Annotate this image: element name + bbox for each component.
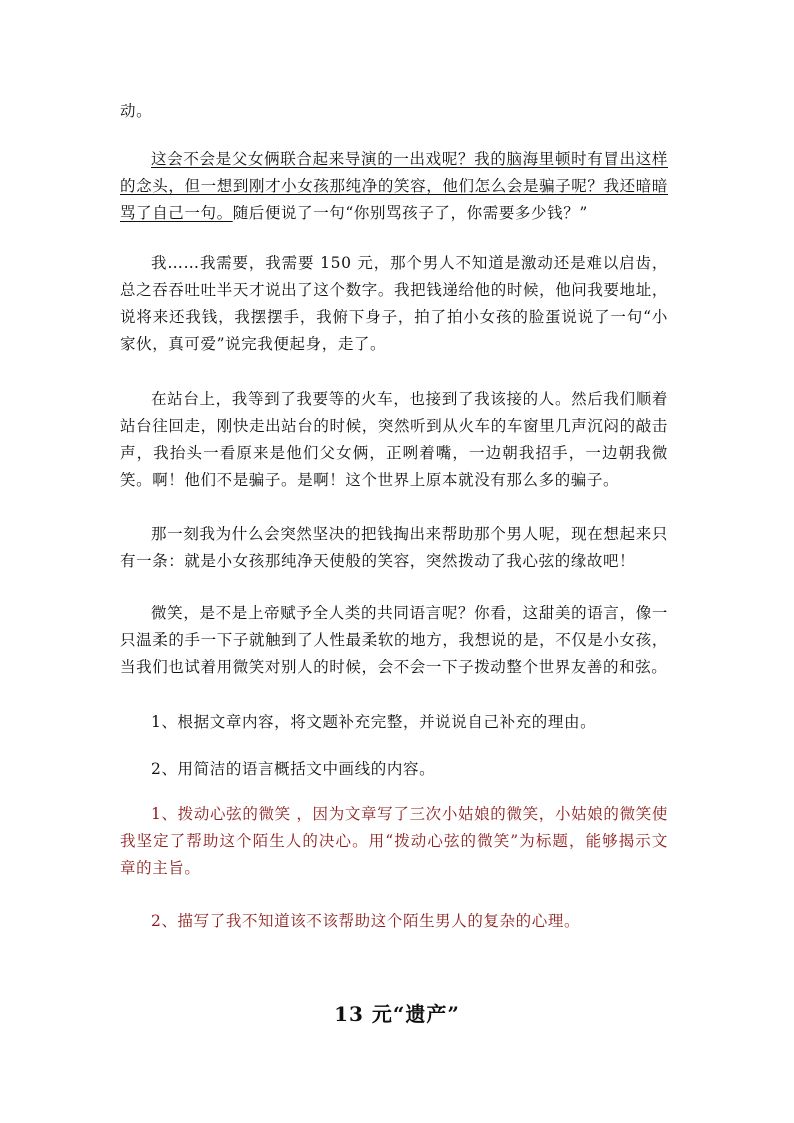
- paragraph-platform: 在站台上，我等到了我要等的火车，也接到了我该接的人。然后我们顺着站台往回走，刚快走出站台的时候，突然听到从火车的车窗里几声沉闷的敲击声，我抬头一看原来是他们父女俩，正咧着嘴，一边朝我招手，一边朝我微笑。啊！他们不是骗子。是啊！这个世界上原本就没有那么多的骗子。: [120, 390, 668, 489]
- paragraph-tail: 随后便说了一句“你别骂孩子了，你需要多少钱？”: [232, 204, 588, 222]
- question-2: 2、用简洁的语言概括文中画线的内容。: [151, 760, 436, 778]
- underlined-text: 这会不会是父女俩联合起来导演的一出戏呢？我的脑海里顿时有冒出这样的念头，但一想到刚才小女孩那纯净的笑容，他们怎么会是骗子呢？我还暗暗骂了自己一句。: [120, 150, 668, 222]
- next-article-title: 13 元“遗产”: [334, 1002, 460, 1026]
- answer-2: 2、描写了我不知道该不该帮助这个陌生男人的复杂的心理。: [151, 912, 581, 930]
- paragraph-smile: 微笑，是不是上帝赋予全人类的共同语言呢？你看，这甜美的语言，像一只温柔的手一下子就触到了人性最柔软的地方，我想说的是，不仅是小女孩，当我们也试着用微笑对别人的时候，会不会一下子拨动整个世界友善的和弦。: [120, 604, 668, 676]
- paragraph-underlined: [120, 146, 668, 227]
- answer-1: 1、拨动心弦的微笑 ，因为文章写了三次小姑娘的微笑，小姑娘的微笑使我坚定了帮助这个陌生人的决心。用“拨动心弦的微笑”为标题，能够揭示文章的主旨。: [120, 805, 668, 877]
- question-1: 1、根据文章内容，将文题补充完整，并说说自己补充的理由。: [151, 713, 597, 731]
- paragraph-continuation: 动。: [120, 102, 153, 120]
- paragraph-money: 我……我需要，我需要 150 元，那个男人不知道是激动还是难以启齿，总之吞吞吐吐半天才说出了这个数字。我把钱递给他的时候，他问我要地址，说将来还我钱，我摆摆手，我俯下身子，拍了拍小女孩的脸蛋说说了一句“小家伙，真可爱”说完我便起身，走了。: [120, 254, 668, 353]
- paragraph-reflection: 那一刻我为什么会突然坚决的把钱掏出来帮助那个男人呢，现在想起来只有一条：就是小女孩那纯净天使般的笑容，突然拨动了我心弦的缘故吧！: [120, 525, 668, 570]
